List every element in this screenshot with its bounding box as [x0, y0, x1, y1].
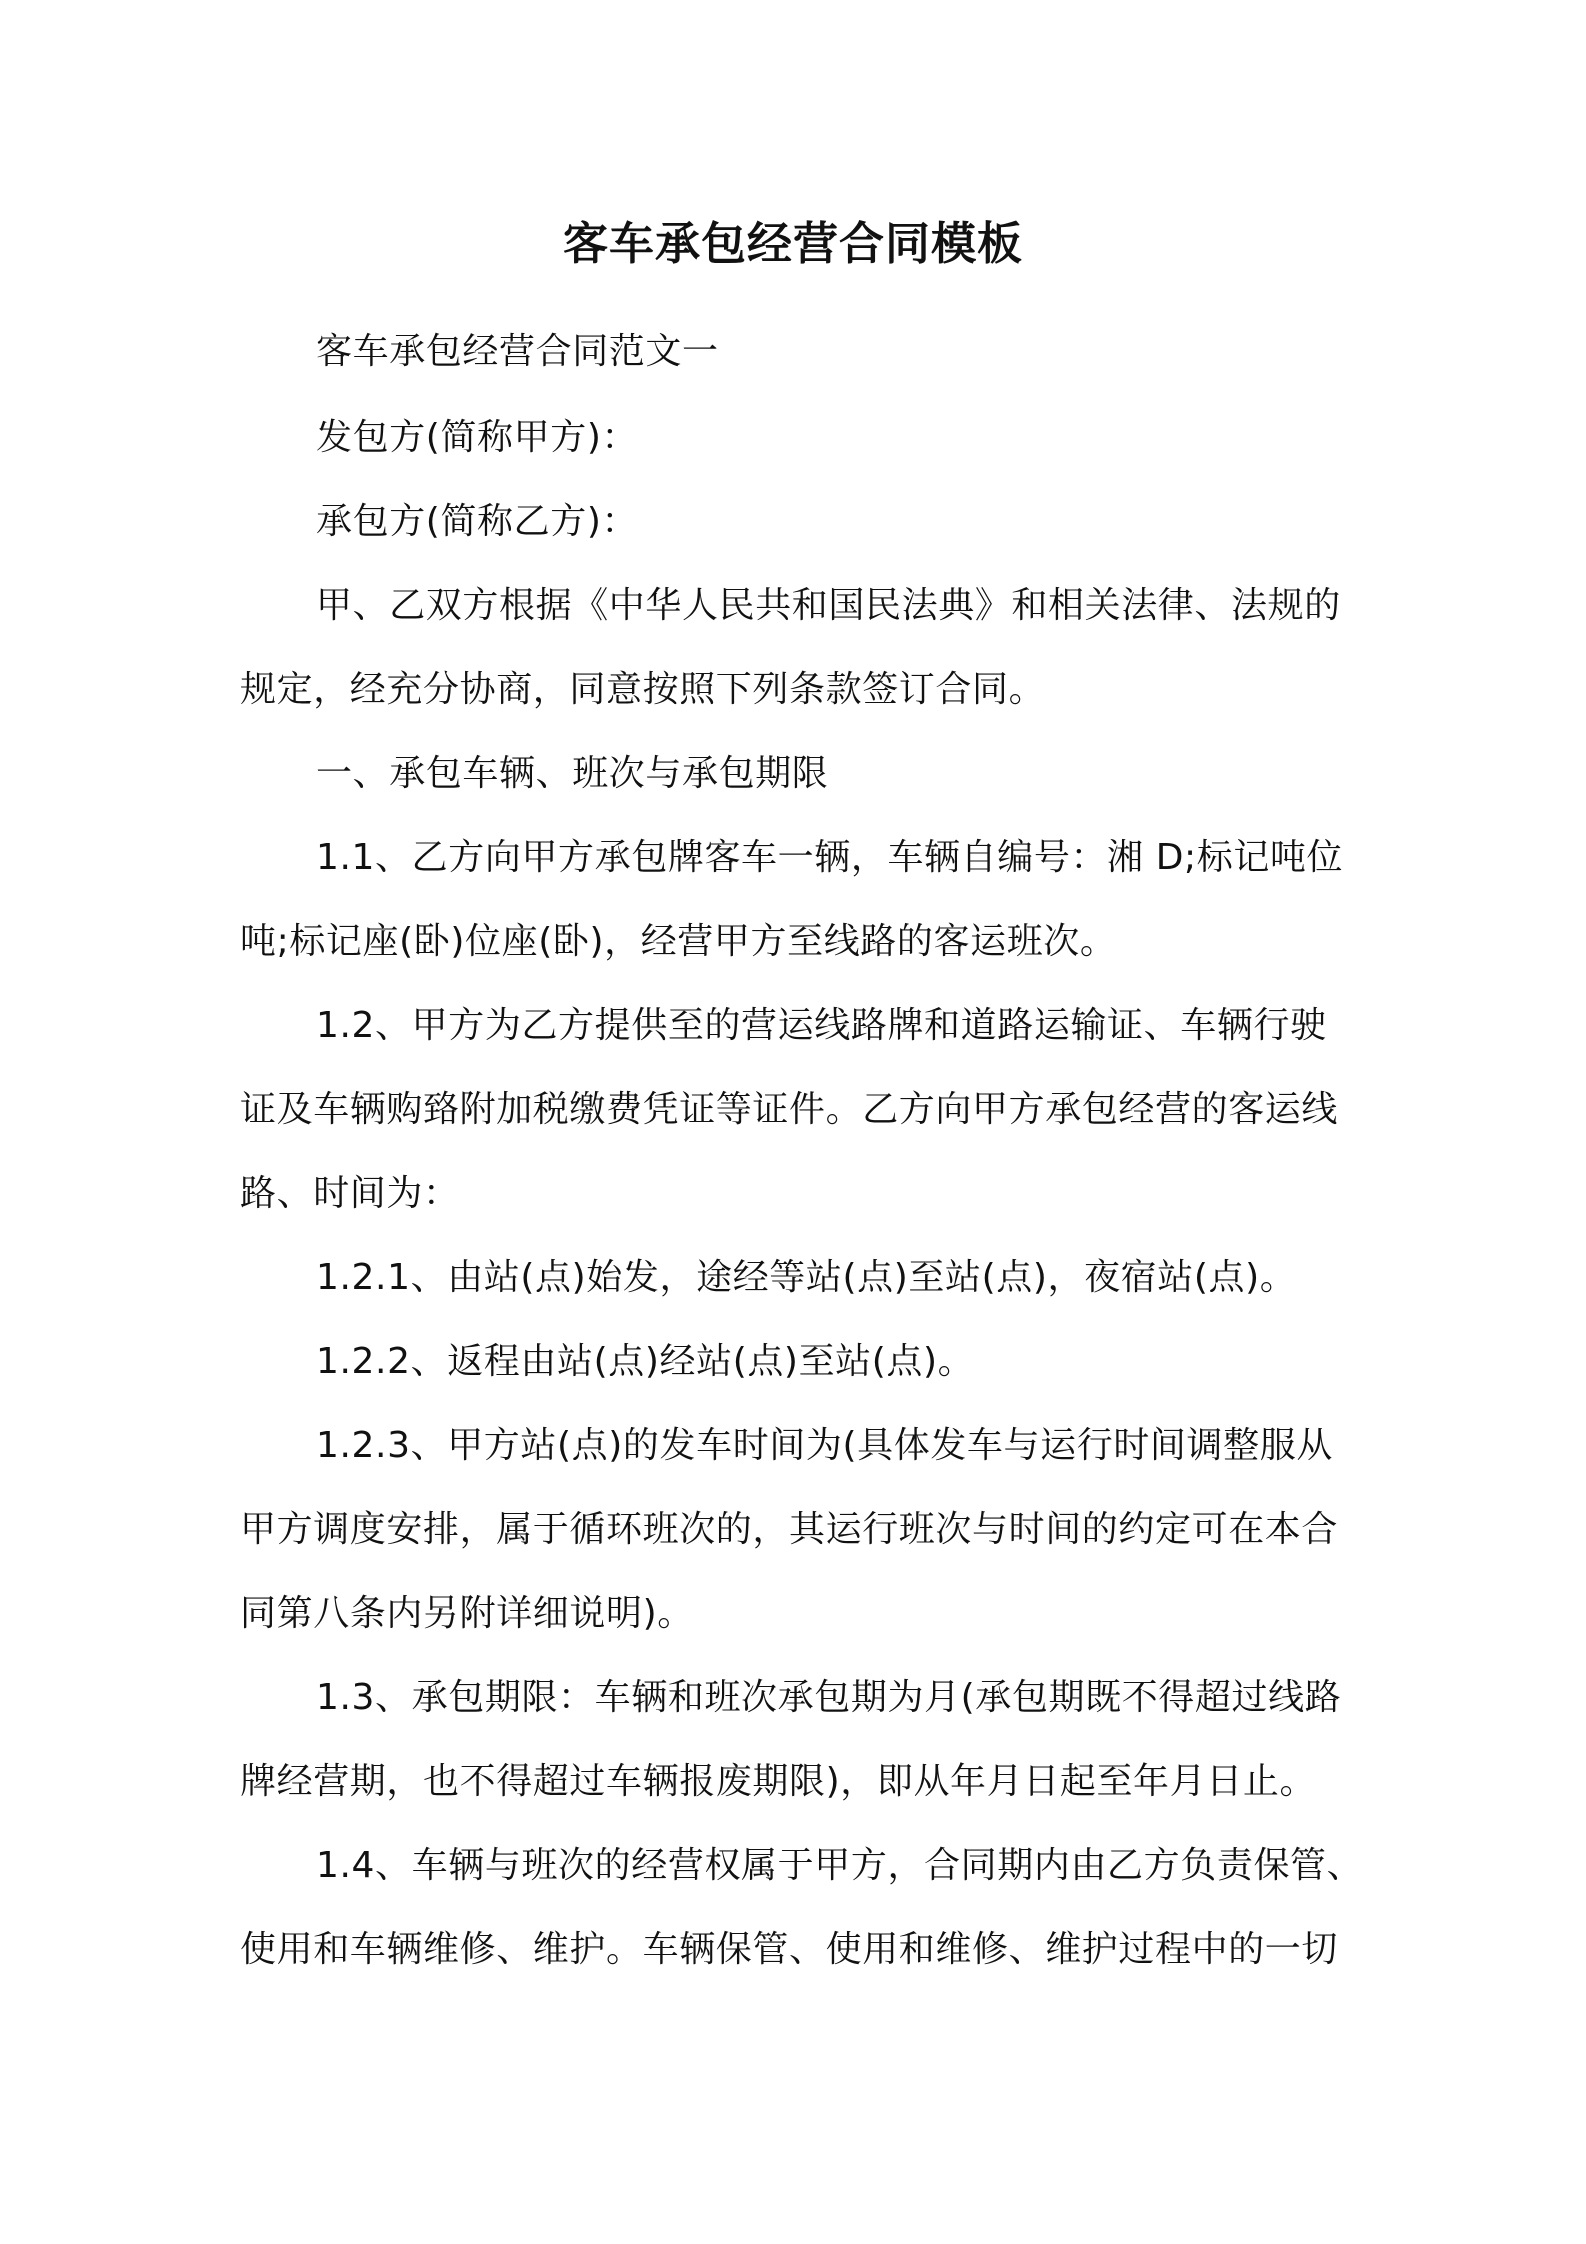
subtitle-line: 客车承包经营合同范文一 — [316, 331, 719, 372]
paragraph-line: 1.2.1、由站(点)始发，途经等站(点)至站(点)，夜宿站(点)。 — [316, 1257, 1297, 1298]
document-title: 客车承包经营合同模板 — [562, 217, 1023, 270]
paragraph-line: 甲、乙双方根据《中华人民共和国民法典》和相关法律、法规的 — [316, 585, 1341, 626]
paragraph-line: 牌经营期，也不得超过车辆报废期限)，即从年月日起至年月日止。 — [240, 1761, 1317, 1802]
paragraph-line: 1.3、承包期限：车辆和班次承包期为月(承包期既不得超过线路 — [316, 1677, 1342, 1718]
party-a-line: 发包方(简称甲方)： — [316, 417, 639, 458]
party-b-line: 承包方(简称乙方)： — [316, 501, 639, 542]
paragraph-line: 使用和车辆维修、维护。车辆保管、使用和维修、维护过程中的一切 — [240, 1929, 1339, 1970]
paragraph-line: 证及车辆购臵附加税缴费凭证等证件。乙方向甲方承包经营的客运线 — [240, 1089, 1339, 1130]
paragraph-line: 1.1、乙方向甲方承包牌客车一辆，车辆自编号：湘 D;标记吨位 — [316, 837, 1344, 878]
paragraph-line: 路、时间为： — [240, 1173, 460, 1214]
paragraph-line: 1.4、车辆与班次的经营权属于甲方，合同期内由乙方负责保管、 — [316, 1845, 1364, 1886]
paragraph-line: 同第八条内另附详细说明)。 — [240, 1593, 694, 1634]
section-heading: 一、承包车辆、班次与承包期限 — [316, 753, 829, 794]
paragraph-line: 甲方调度安排，属于循环班次的，其运行班次与时间的约定可在本合 — [240, 1509, 1339, 1550]
paragraph-line: 规定，经充分协商，同意按照下列条款签订合同。 — [240, 669, 1046, 710]
paragraph-line: 1.2.2、返程由站(点)经站(点)至站(点)。 — [316, 1341, 975, 1382]
paragraph-line: 1.2.3、甲方站(点)的发车时间为(具体发车与运行时间调整服从 — [316, 1425, 1333, 1466]
paragraph-line: 吨;标记座(卧)位座(卧)，经营甲方至线路的客运班次。 — [240, 921, 1117, 962]
paragraph-line: 1.2、甲方为乙方提供至的营运线路牌和道路运输证、车辆行驶 — [316, 1005, 1327, 1046]
